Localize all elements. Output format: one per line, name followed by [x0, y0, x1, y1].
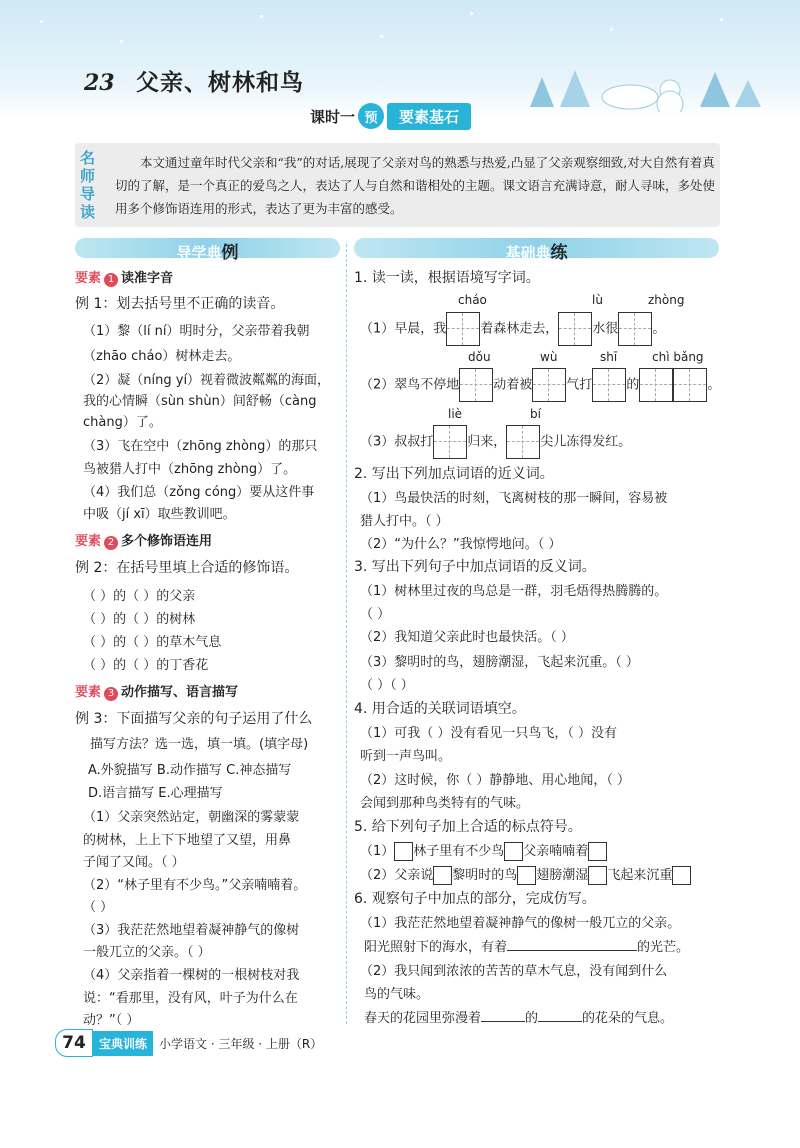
pinyin: bí: [530, 407, 541, 421]
question-3-title: 3. 写出下列句子中加点词语的反义词。: [354, 559, 596, 575]
text-line: 听到一声鸟叫。: [360, 749, 452, 764]
text-line: （1）黎（lí ní）明时分，父亲带着我朝: [83, 324, 310, 339]
brand-logo: 宝典训练: [93, 1031, 153, 1056]
snowflake-icon: [260, 15, 263, 18]
key-label: 要素: [75, 685, 102, 700]
text-segment: （1）早晨，我: [360, 321, 447, 337]
text-segment: 阳光照射下的海水，有着: [364, 940, 508, 955]
pinyin: dǒu: [468, 350, 491, 364]
column-divider: [346, 244, 347, 1024]
text-segment: 归来，: [467, 434, 507, 450]
writing-grid[interactable]: [459, 368, 493, 402]
text-segment: 水很: [592, 321, 619, 337]
writing-grid[interactable]: [446, 312, 480, 346]
text-line: （zhāo cháo）树林走去。: [83, 349, 241, 364]
text-line: 我的心情瞬（sùn shùn）间舒畅（càng: [83, 394, 317, 409]
snowflake-icon: [40, 20, 43, 23]
lesson-number: 23: [84, 70, 115, 96]
text-segment: 。: [652, 321, 666, 337]
key-number: 2: [104, 536, 118, 550]
writing-grid[interactable]: [592, 368, 626, 402]
left-heading-char: 例: [221, 243, 239, 263]
punct-box[interactable]: [394, 842, 413, 861]
option-line: A.外貌描写 B.动作描写 C.神态描写: [88, 763, 292, 778]
text-segment: 着森林走去，: [480, 321, 559, 337]
key-number: 1: [104, 273, 118, 287]
left-heading-text: 导学典: [176, 244, 222, 262]
answer-line[interactable]: 猎人打中。（ ）: [360, 514, 449, 529]
text-segment: 父亲喃喃着: [523, 844, 589, 859]
right-heading-text: 基础典: [505, 244, 551, 262]
text-line: （2）凝（níng yí）视着微波粼粼的海面，: [83, 373, 331, 388]
text-line: 描写方法？选一选，填一填。(填字母): [90, 737, 309, 752]
text-line: （4）我们总（zǒng cóng）要从这件事: [83, 485, 315, 500]
snowflake-icon: [120, 40, 123, 43]
section-tab: [310, 103, 471, 129]
book-info: 小学语文 · 三年级 · 上册（R）: [159, 1036, 323, 1051]
example-2-title: 例 2：在括号里填上合适的修饰语。: [75, 560, 299, 576]
text-line: （4）父亲指着一棵树的一根树枝对我: [83, 968, 300, 983]
tab-left-label: 课时一: [310, 107, 356, 126]
text-segment: （2）翠鸟不停地: [360, 377, 460, 393]
answer-line[interactable]: （2）我知道父亲此时也最快活。（ ）: [360, 630, 574, 645]
question-2-title: 2. 写出下列加点词语的近义词。: [354, 466, 554, 482]
intro-tag: 名师导读: [80, 149, 96, 221]
left-column-heading: [75, 238, 340, 263]
lesson-title: 父亲、树林和鸟: [136, 70, 304, 96]
text-segment: 气打: [566, 377, 593, 393]
text-segment: 翅膀潮湿: [536, 868, 589, 883]
pinyin: cháo: [458, 293, 487, 307]
text-segment: 的花朵的气息。: [582, 1011, 674, 1026]
writing-grid[interactable]: [433, 425, 467, 459]
blank-line: （ ）的（ ）的草木气息: [83, 635, 222, 650]
key-label: 要素: [75, 271, 102, 286]
answer-line[interactable]: （ ）（ ）: [360, 678, 414, 693]
punct-box[interactable]: [588, 866, 607, 885]
text-line: 动？”（ ）: [83, 1013, 140, 1028]
text-line: 一般兀立的父亲。（ ）: [83, 945, 211, 960]
text-line: chàng）了。: [83, 415, 162, 430]
intro-box: [75, 143, 720, 227]
key-title: 多个修饰语连用: [121, 534, 213, 549]
writing-grid[interactable]: [506, 425, 540, 459]
right-heading-char: 练: [550, 243, 568, 263]
text-segment: 动着被: [493, 377, 533, 393]
text-line: （1）鸟最快活的时刻，飞离树枝的那一瞬间，容易被: [360, 491, 668, 506]
tab-right-label: 要素基石: [387, 103, 471, 130]
text-line: （3）我茫茫然地望着凝神静气的像树: [83, 923, 300, 938]
tab-icon: 预: [358, 103, 384, 129]
text-line: 的树林，上上下下地望了又望，用鼻: [83, 833, 292, 848]
writing-grid[interactable]: [558, 312, 592, 346]
answer-line[interactable]: （3）黎明时的鸟，翅膀潮湿，飞起来沉重。（ ）: [360, 655, 639, 670]
text-segment: 的: [525, 1011, 539, 1026]
blank-line: （ ）的（ ）的父亲: [83, 589, 196, 604]
text-line: 说：“看那里，没有风，叶子为什么在: [83, 991, 298, 1006]
text-segment: （1）: [360, 844, 395, 859]
punct-box[interactable]: [504, 842, 523, 861]
page-number: 74: [55, 1029, 93, 1057]
blank-line: （ ）的（ ）的树林: [83, 612, 196, 627]
punct-box[interactable]: [517, 866, 536, 885]
key-label: 要素: [75, 534, 102, 549]
text-segment: 黎明时的鸟: [452, 868, 518, 883]
answer-line[interactable]: （2）这时候，你（ ）静静地、用心地闻，（ ）: [360, 773, 631, 788]
text-segment: 的光芒。: [637, 940, 690, 955]
key-title: 动作描写、语言描写: [121, 685, 239, 700]
text-line: 鸟的气味。: [364, 987, 430, 1002]
text-line: （1）父亲突然站定，朝幽深的雾蒙蒙: [83, 810, 300, 825]
answer-line[interactable]: （1）可我（ ）没有看见一只鸟飞，（ ）没有: [360, 726, 618, 741]
text-line: （2）“林子里有不少鸟。”父亲喃喃着。: [83, 878, 307, 893]
answer-line[interactable]: （2）“为什么？”我惊愕地问。（ ）: [360, 537, 562, 552]
punct-box[interactable]: [588, 842, 607, 861]
punct-box[interactable]: [672, 866, 691, 885]
answer-line[interactable]: （ ）: [360, 607, 391, 622]
text-segment: （3）叔叔打: [360, 434, 434, 450]
pinyin: wù: [540, 350, 558, 364]
writing-grid[interactable]: [532, 368, 566, 402]
writing-grid[interactable]: [673, 368, 707, 402]
text-line: （2）我只闻到浓浓的苦苦的草木气息，没有闻到什么: [360, 964, 668, 979]
pinyin: chì bǎng: [652, 350, 704, 364]
winter-trees-icon: [520, 52, 780, 112]
page-footer: [55, 1030, 322, 1056]
pinyin: liè: [448, 407, 463, 421]
text-line: 鸟被猎人打中（zhōng zhòng）了。: [83, 462, 297, 477]
text-line: （3）飞在空中（zhōng zhòng）的那只: [83, 439, 318, 454]
example-1-title: 例 1：划去括号里不正确的读音。: [75, 296, 285, 312]
writing-grid[interactable]: [639, 368, 673, 402]
option-line: D.语言描写 E.心理描写: [88, 786, 223, 801]
punct-box[interactable]: [433, 866, 452, 885]
text-line: （1）我茫茫然地望着凝神静气的像树一般兀立的父亲。: [360, 916, 681, 931]
blank-line: （ ）的（ ）的丁香花: [83, 658, 209, 673]
snowflake-icon: [610, 28, 613, 31]
snowflake-icon: [470, 12, 473, 15]
fill-blank[interactable]: [481, 1007, 525, 1022]
text-segment: （2）父亲说: [360, 868, 434, 883]
pinyin: shī: [600, 350, 618, 364]
text-line: 会闻到那种鸟类特有的气味。: [360, 796, 530, 811]
question-4-title: 4. 用合适的关联词语填空。: [354, 701, 526, 717]
text-line: 子闻了又闻。（ ）: [83, 855, 185, 870]
right-column-heading: [354, 238, 719, 263]
key-title: 读准字音: [121, 271, 174, 286]
text-line: 中吸（jí xī）取些教训吧。: [83, 507, 236, 522]
snowflake-icon: [380, 35, 383, 38]
text-segment: 飞起来沉重: [607, 868, 673, 883]
text-segment: 春天的花园里弥漫着: [364, 1011, 482, 1026]
intro-text: 本文通过童年时代父亲和“我”的对话,展现了父亲对鸟的熟悉与热爱,凸显了父亲观察细致,对大自然有着真切的了解，是一个真正的爱鸟之人，表达了人与自然和谐相处的主题。课文语言充满诗意，耐人寻味，多处使用多个修饰语连用的形式，表达了更为丰富的感受。: [115, 155, 716, 216]
text-segment: 尖儿冻得发红。: [540, 434, 632, 450]
question-5-title: 5. 给下列句子加上合适的标点符号。: [354, 819, 582, 835]
key-number: 3: [104, 687, 118, 701]
snowflake-icon: [720, 18, 723, 21]
text-line: （1）树林里过夜的鸟总是一群，羽毛焐得热腾腾的。: [360, 584, 668, 599]
example-3-title: 例 3：下面描写父亲的句子运用了什么: [75, 711, 313, 727]
text-segment: 林子里有不少鸟: [413, 844, 505, 859]
writing-grid[interactable]: [618, 312, 652, 346]
text-segment: 。: [707, 377, 721, 393]
question-1-title: 1. 读一读，根据语境写字词。: [354, 270, 540, 286]
text-line: （ ）: [83, 900, 114, 915]
pinyin: zhòng: [648, 293, 685, 307]
question-6-title: 6. 观察句子中加点的部分，完成仿写。: [354, 891, 596, 907]
header-banner: [0, 0, 800, 118]
pinyin: lù: [592, 293, 603, 307]
fill-blank[interactable]: [538, 1007, 582, 1022]
fill-blank[interactable]: [507, 936, 637, 951]
text-segment: 的: [626, 377, 640, 393]
